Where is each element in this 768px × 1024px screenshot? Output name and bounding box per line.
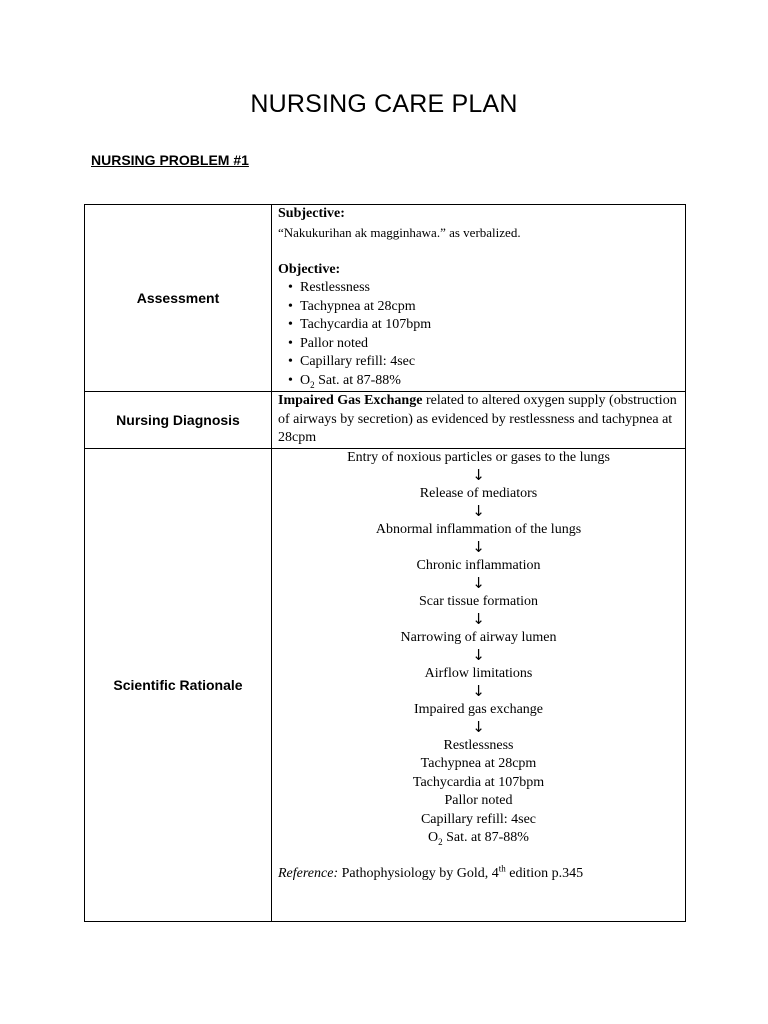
outcome-item: Pallor noted — [444, 793, 513, 808]
objective-label: Objective: — [278, 261, 341, 277]
diagnosis-row — [85, 392, 686, 449]
assessment-label: Assessment — [85, 205, 272, 392]
flow-step: Chronic inflammation — [416, 557, 541, 573]
diagnosis-content — [272, 392, 686, 449]
down-arrow-icon: ↓ — [472, 466, 485, 484]
subjective-label: Subjective: — [278, 206, 345, 221]
down-arrow-icon: ↓ — [472, 682, 485, 700]
reference-label: Reference: — [278, 865, 339, 881]
reference: Reference: Pathophysiology by Gold, 4th edition p.345 — [278, 862, 584, 881]
flow-step: Abnormal inflammation of the lungs — [375, 521, 582, 537]
outcome-item: Tachypnea at 28cpm — [420, 756, 537, 771]
outcome-item: Capillary refill: 4sec — [420, 811, 537, 827]
care-plan-table — [84, 204, 686, 922]
objective-item: • Tachypnea at 28cpm — [300, 298, 679, 317]
diagnosis-label: Nursing Diagnosis — [85, 392, 272, 449]
objective-item: • Capillary refill: 4sec — [300, 353, 679, 372]
objective-list — [278, 279, 679, 390]
down-arrow-icon: ↓ — [472, 718, 485, 736]
flow-step: Impaired gas exchange — [413, 701, 544, 717]
flow-step: Release of mediators — [419, 485, 538, 501]
pathophysiology-flow — [278, 449, 679, 848]
outcome-item: Restlessness — [443, 737, 514, 753]
flow-step: Scar tissue formation — [419, 593, 538, 609]
down-arrow-icon: ↓ — [472, 574, 485, 592]
flow-step: Entry of noxious particles or gases to the lungs — [347, 449, 610, 465]
objective-item: • Tachycardia at 107bpm — [300, 316, 679, 335]
diagnosis-text: related to altered oxygen supply (obstruction of airways by secretion) as evidenced by restlessness and tachypnea at 28cpm — [278, 393, 677, 445]
down-arrow-icon: ↓ — [472, 538, 485, 556]
objective-item: • Restlessness — [300, 279, 679, 298]
nursing-problem-heading: NURSING PROBLEM #1 — [91, 152, 249, 168]
down-arrow-icon: ↓ — [472, 646, 485, 664]
diagnosis-title: Impaired Gas Exchange — [278, 393, 423, 408]
objective-item: • Pallor noted — [300, 335, 679, 354]
rationale-label: Scientific Rationale — [85, 448, 272, 921]
rationale-row — [85, 448, 686, 921]
assessment-row — [85, 205, 686, 392]
flow-step: Narrowing of airway lumen — [400, 629, 557, 645]
outcome-item: Tachycardia at 107bpm — [412, 774, 545, 790]
down-arrow-icon: ↓ — [472, 502, 485, 520]
assessment-content — [272, 205, 686, 392]
flow-step: Airflow limitations — [424, 665, 533, 681]
objective-item-o2: • $O_2$ Sat. at 87-88% — [300, 372, 679, 391]
subjective-quote: “Nakukurihan ak magginhawa.” as verbalized. — [278, 224, 521, 240]
down-arrow-icon: ↓ — [472, 610, 485, 628]
page-title: NURSING CARE PLAN — [250, 90, 518, 118]
rationale-content — [272, 448, 686, 921]
outcome-item-o2: $O_2$ Sat. at 87-88% — [428, 830, 529, 847]
